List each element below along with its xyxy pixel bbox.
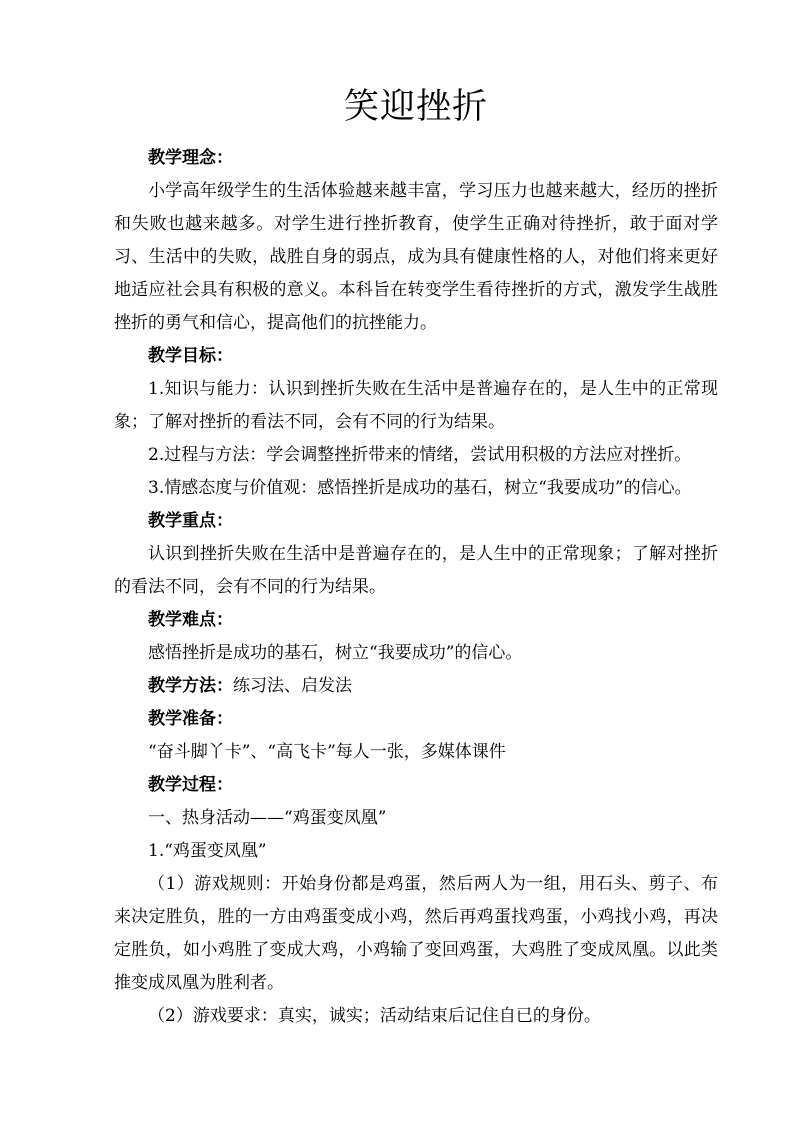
document-title: 笑迎挫折 xyxy=(343,87,488,127)
goals-heading: 教学目标： xyxy=(148,346,233,366)
difficulty-paragraph: 感悟挫折是成功的基石，树立“我要成功”的信心。 xyxy=(148,643,523,663)
key-points-paragraph: 认识到挫折失败在生活中是普遍存在的，是人生中的正常现象；了解对挫折的看法不同，会有不同的行为结果。 xyxy=(114,544,718,597)
method-heading: 教学方法： xyxy=(148,676,233,696)
preparation-heading: 教学准备： xyxy=(148,709,233,729)
document-content xyxy=(114,84,718,1033)
game-rules-paragraph: （1）游戏规则：开始身份都是鸡蛋，然后两人为一组，用石头、剪子、布来决定胜负，胜的一方由鸡蛋变成小鸡，然后再鸡蛋找鸡蛋，小鸡找小鸡，再决定胜负，如小鸡胜了变成大鸡，小鸡输了变回鸡蛋，大鸡胜了变成凤凰。以此类推变成凤凰为胜利者。 xyxy=(114,874,718,993)
process-part-1: 一、热身活动——“鸡蛋变凤凰” xyxy=(148,808,387,828)
difficulty-heading: 教学难点： xyxy=(148,610,233,630)
key-points-heading: 教学重点： xyxy=(148,511,233,531)
concept-paragraph: 小学高年级学生的生活体验越来越丰富，学习压力也越来越大，经历的挫折和失败也越来越多。对学生进行挫折教育，使学生正确对待挫折，敢于面对学习、生活中的失败，战胜自身的弱点，成为具有健康性格的人，对他们将来更好地适应社会具有积极的意义。本科旨在转变学生看待挫折的方式，激发学生战胜挫折的勇气和信心，提高他们的抗挫能力。 xyxy=(114,181,718,333)
method-text: 练习法、启发法 xyxy=(233,676,352,696)
process-heading: 教学过程： xyxy=(148,775,233,795)
method-line xyxy=(114,670,718,703)
preparation-paragraph: “奋斗脚丫卡”、“高飞卡”每人一张，多媒体课件 xyxy=(148,742,506,762)
goal-item-2: 2.过程与方法：学会调整挫折带来的情绪，尝试用积极的方法应对挫折。 xyxy=(148,445,692,465)
concept-heading: 教学理念： xyxy=(148,148,233,168)
goal-item-1: 1.知识与能力：认识到挫折失败在生活中是普遍存在的，是人生中的正常现象；了解对挫折的看法不同，会有不同的行为结果。 xyxy=(114,379,718,432)
game-requirements-paragraph: （2）游戏要求：真实，诚实；活动结束后记住自已的身份。 xyxy=(148,1006,601,1026)
process-item-1: 1.“鸡蛋变凤凰” xyxy=(148,841,267,861)
goal-item-3: 3.情感态度与价值观：感悟挫折是成功的基石，树立“我要成功”的信心。 xyxy=(148,478,692,498)
